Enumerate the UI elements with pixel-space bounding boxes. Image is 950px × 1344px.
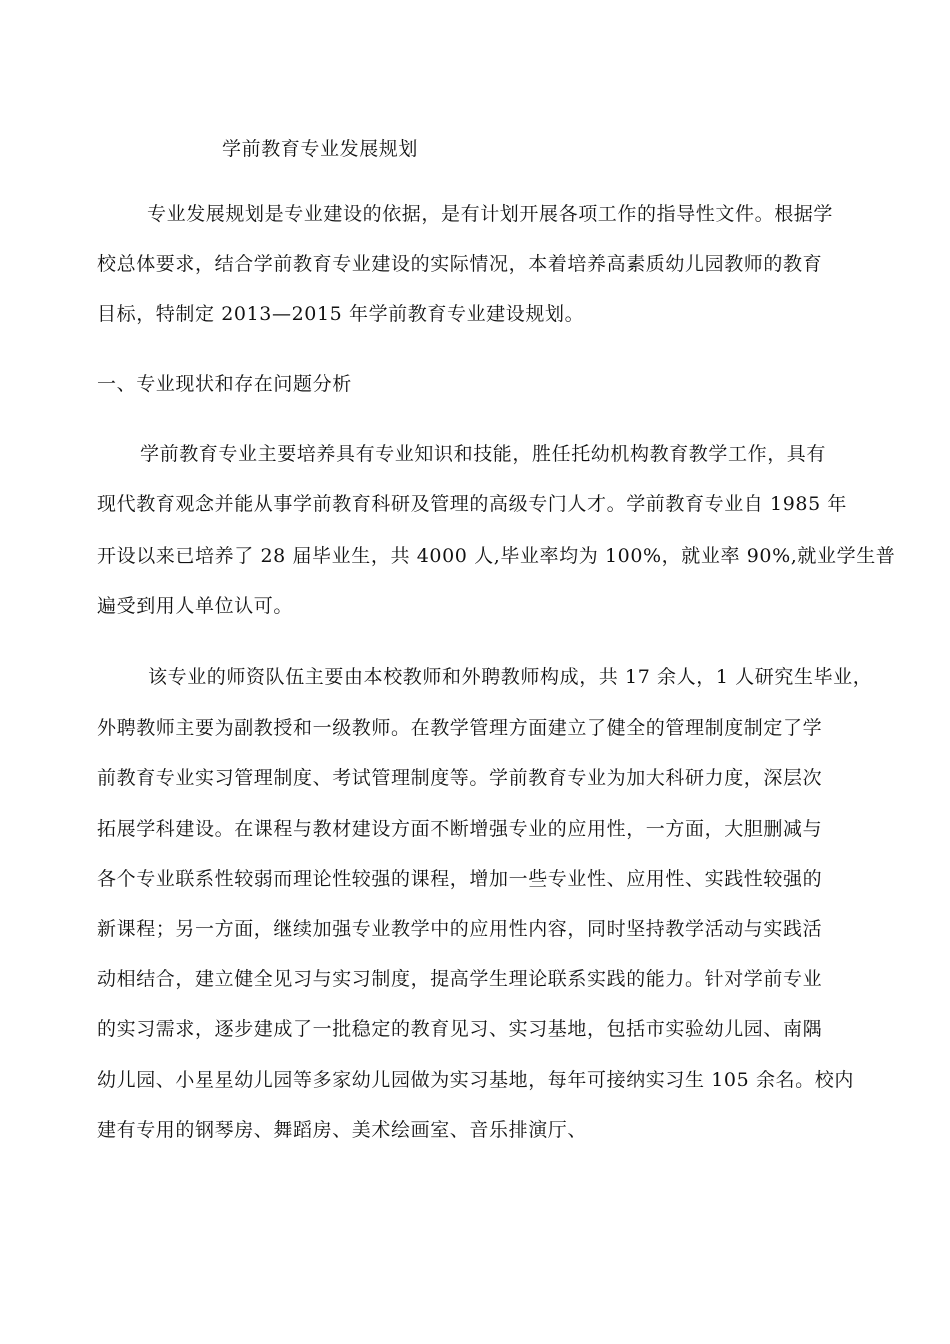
text-line: 幼儿园、小星星幼儿园等多家幼儿园做为实习基地，每年可接纳实习生 105 余名。校内 (97, 1069, 854, 1091)
section-heading: 一、专业现状和存在问题分析 (97, 373, 352, 395)
text-line: 校总体要求，结合学前教育专业建设的实际情况，本着培养高素质幼儿园教师的教育 (97, 253, 823, 275)
text-line: 新课程；另一方面，继续加强专业教学中的应用性内容，同时坚持教学活动与实践活 (97, 918, 823, 940)
text-line: 目标，特制定 2013—2015 年学前教育专业建设规划。 (97, 303, 585, 325)
text-line: 专业发展规划是专业建设的依据，是有计划开展各项工作的指导性文件。根据学 (147, 203, 834, 225)
text-line: 学前教育专业主要培养具有专业知识和技能，胜任托幼机构教育教学工作，具有 (140, 443, 827, 465)
text-line: 遍受到用人单位认可。 (97, 595, 294, 617)
text-line: 开设以来已培养了 28 届毕业生，共 4000 人,毕业率均为 100%，就业率 90%,就业学生普 (97, 545, 896, 567)
text-line: 的实习需求，逐步建成了一批稳定的教育见习、实习基地，包括市实验幼儿园、南隅 (97, 1018, 823, 1040)
text-line: 动相结合，建立健全见习与实习制度，提高学生理论联系实践的能力。针对学前专业 (97, 968, 823, 990)
text-line: 建有专用的钢琴房、舞蹈房、美术绘画室、音乐排演厅、 (97, 1119, 588, 1141)
text-line: 各个专业联系性较弱而理论性较强的课程，增加一些专业性、应用性、实践性较强的 (97, 868, 823, 890)
text-line: 该专业的师资队伍主要由本校教师和外聘教师构成，共 17 余人，1 人研究生毕业， (148, 666, 873, 688)
text-line: 外聘教师主要为副教授和一级教师。在教学管理方面建立了健全的管理制度制定了学 (97, 717, 823, 739)
text-line: 现代教育观念并能从事学前教育科研及管理的高级专门人才。学前教育专业自 1985 年 (97, 493, 848, 515)
text-line: 前教育专业实习管理制度、考试管理制度等。学前教育专业为加大科研力度，深层次 (97, 767, 823, 789)
text-line: 拓展学科建设。在课程与教材建设方面不断增强专业的应用性，一方面，大胆删减与 (97, 818, 823, 840)
document-title: 学前教育专业发展规划 (222, 138, 419, 160)
